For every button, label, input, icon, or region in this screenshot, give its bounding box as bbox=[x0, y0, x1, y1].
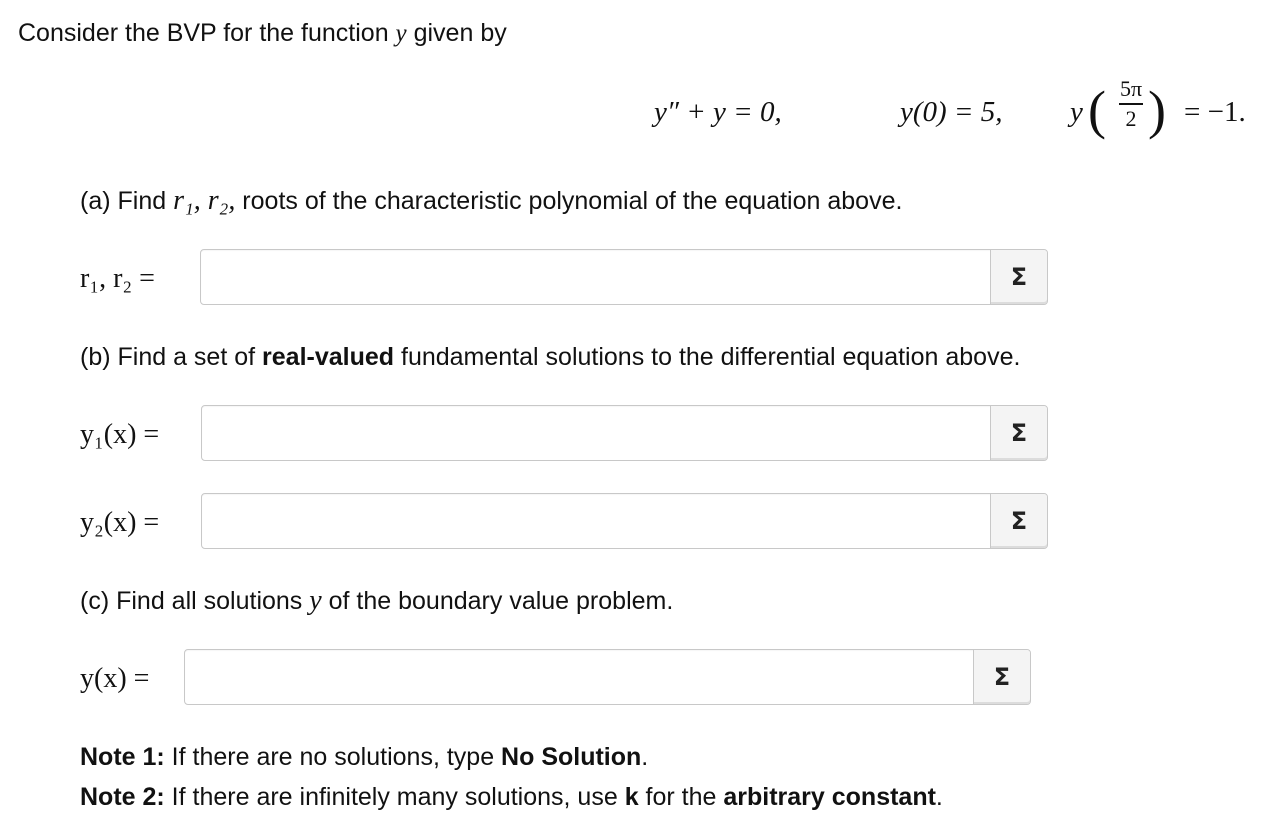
y2-sigma-button[interactable]: Σ bbox=[990, 494, 1047, 548]
yx-input[interactable] bbox=[185, 650, 973, 704]
note-2: Note 2: If there are infinitely many solutions, use k for the arbitrary constant. bbox=[80, 783, 943, 811]
boundary-condition-2-rhs: = −1. bbox=[1184, 96, 1246, 128]
note-1: Note 1: If there are no solutions, type No Solution. bbox=[80, 743, 649, 771]
part-a-prompt: (a) Find r₁, r₂, roots of the characteristic polynomial of the equation above. bbox=[80, 185, 903, 216]
y1-answer-box bbox=[201, 405, 1048, 461]
y1-field-label: y₁(x) = bbox=[80, 419, 160, 450]
intro-text: Consider the BVP for the function y given by bbox=[18, 19, 507, 47]
y2-answer-box bbox=[201, 493, 1048, 549]
y1-input[interactable] bbox=[202, 406, 990, 460]
part-b-prompt: (b) Find a set of real-valued fundamental solutions to the differential equation above. bbox=[80, 343, 1021, 371]
yx-field-label: y(x) = bbox=[80, 663, 150, 694]
roots-answer-box bbox=[200, 249, 1048, 305]
yx-answer-box bbox=[184, 649, 1031, 705]
ode-equation: y″ + y = 0, bbox=[654, 96, 782, 128]
boundary-condition-1: y(0) = 5, bbox=[900, 96, 1003, 128]
boundary-condition-2-fn: y bbox=[1070, 96, 1083, 128]
roots-field-label: r₁, r₂ = bbox=[80, 263, 155, 294]
roots-input[interactable] bbox=[201, 250, 990, 304]
y1-sigma-button[interactable]: Σ bbox=[990, 406, 1047, 460]
part-c-prompt: (c) Find all solutions y of the boundary value problem. bbox=[80, 585, 674, 616]
close-paren: ) bbox=[1148, 80, 1166, 140]
boundary-point-fraction: 5π 2 bbox=[1119, 76, 1143, 131]
open-paren: ( bbox=[1088, 80, 1106, 140]
y2-field-label: y₂(x) = bbox=[80, 507, 160, 538]
yx-sigma-button[interactable]: Σ bbox=[973, 650, 1030, 704]
roots-sigma-button[interactable]: Σ bbox=[990, 250, 1047, 304]
y2-input[interactable] bbox=[202, 494, 990, 548]
intro-var: y bbox=[395, 20, 407, 47]
